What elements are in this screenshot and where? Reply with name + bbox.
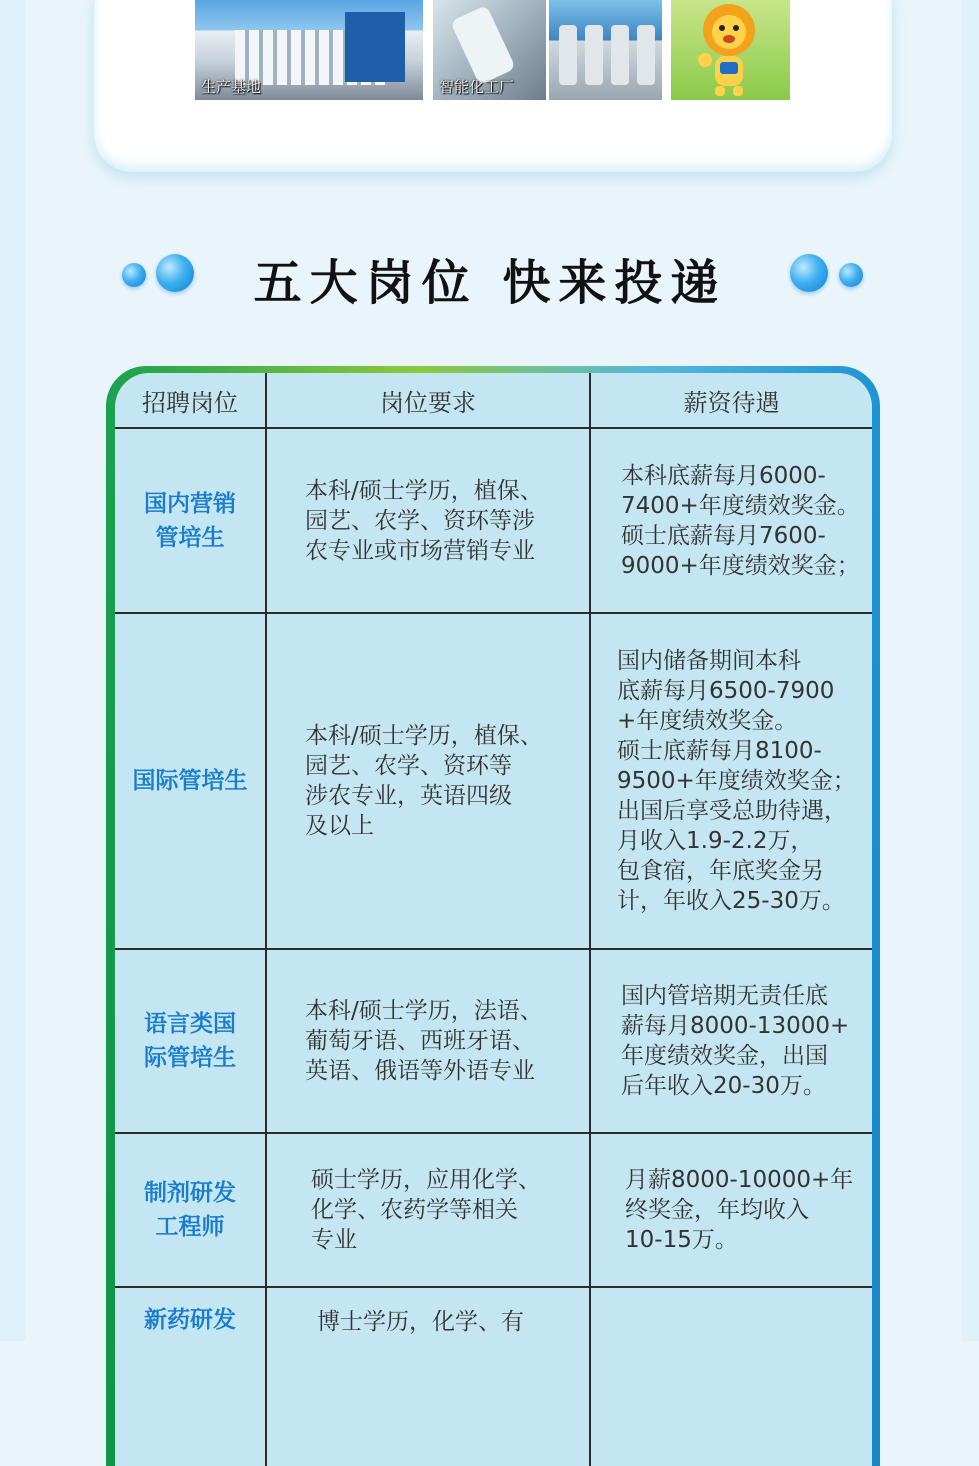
requirement-cell: 本科/硕士学历，植保、 园艺、农学、资环等涉 农专业或市场营销专业: [305, 477, 543, 564]
requirement-cell: 本科/硕士学历，法语、 葡萄牙语、西班牙语、 英语、俄语等外语专业: [305, 998, 543, 1084]
positions-table: [106, 366, 880, 1466]
salary-cell: 国内储备期间本科 底薪每月6500-7900 +年度绩效奖金。 硕士底薪每月8100- 9500+年度绩效奖金； 出国后享受总助待遇， 月收入1.9-2.2万， 包食宿，年底奖金另 计，年收入25-30万。: [617, 648, 856, 914]
smart-factory-photo: [433, 0, 546, 100]
photo-caption: 生产基地: [201, 78, 262, 96]
decor-bubble-icon: [156, 254, 194, 292]
position-domestic-marketing: 国内营销 管培生: [144, 490, 236, 551]
position-international: 国际管培生: [132, 768, 248, 794]
requirement-cell: 硕士学历，应用化学、 化学、农药学等相关 专业: [311, 1167, 541, 1253]
position-language: 语言类国 际管培生: [144, 1011, 236, 1071]
decor-bubble-icon: [839, 263, 863, 287]
production-base-photo: [195, 0, 423, 100]
table-body: [115, 373, 872, 1466]
photo-caption: 智能化工厂: [439, 78, 515, 96]
decor-bubble-icon: [122, 263, 146, 287]
salary-cell: 月薪8000-10000+年 终奖金，年均收入 10-15万。: [625, 1167, 854, 1253]
header-requirement: 岗位要求: [380, 388, 476, 417]
decor-bubble-icon: [790, 254, 828, 292]
lion-mascot-photo: [671, 0, 790, 100]
section-title: 五大岗位 快来投递: [253, 255, 727, 311]
position-new-drug-rd: 新药研发: [144, 1307, 236, 1333]
salary-cell: 国内管培期无责任底 薪每月8000-13000+ 年度绩效奖金，出国 后年收入20-30万。: [621, 983, 850, 1099]
lion-mascot-icon: [693, 2, 765, 98]
left-border: [0, 0, 26, 1341]
factory-line-photo: [549, 0, 662, 100]
requirement-cell: 博士学历，化学、有: [317, 1309, 524, 1335]
header-salary: 薪资待遇: [683, 388, 780, 417]
salary-cell: 本科底薪每月6000- 7400+年度绩效奖金。 硕士底薪每月7600- 9000+年度绩效奖金；: [621, 462, 860, 579]
salary-cell: [591, 1307, 872, 1337]
requirement-cell: 本科/硕士学历，植保、 园艺、农学、资环等 涉农专业，英语四级 及以上: [305, 723, 543, 839]
header-position: 招聘岗位: [142, 388, 238, 417]
position-formulation-rd: 制剂研发 工程师: [144, 1180, 236, 1240]
